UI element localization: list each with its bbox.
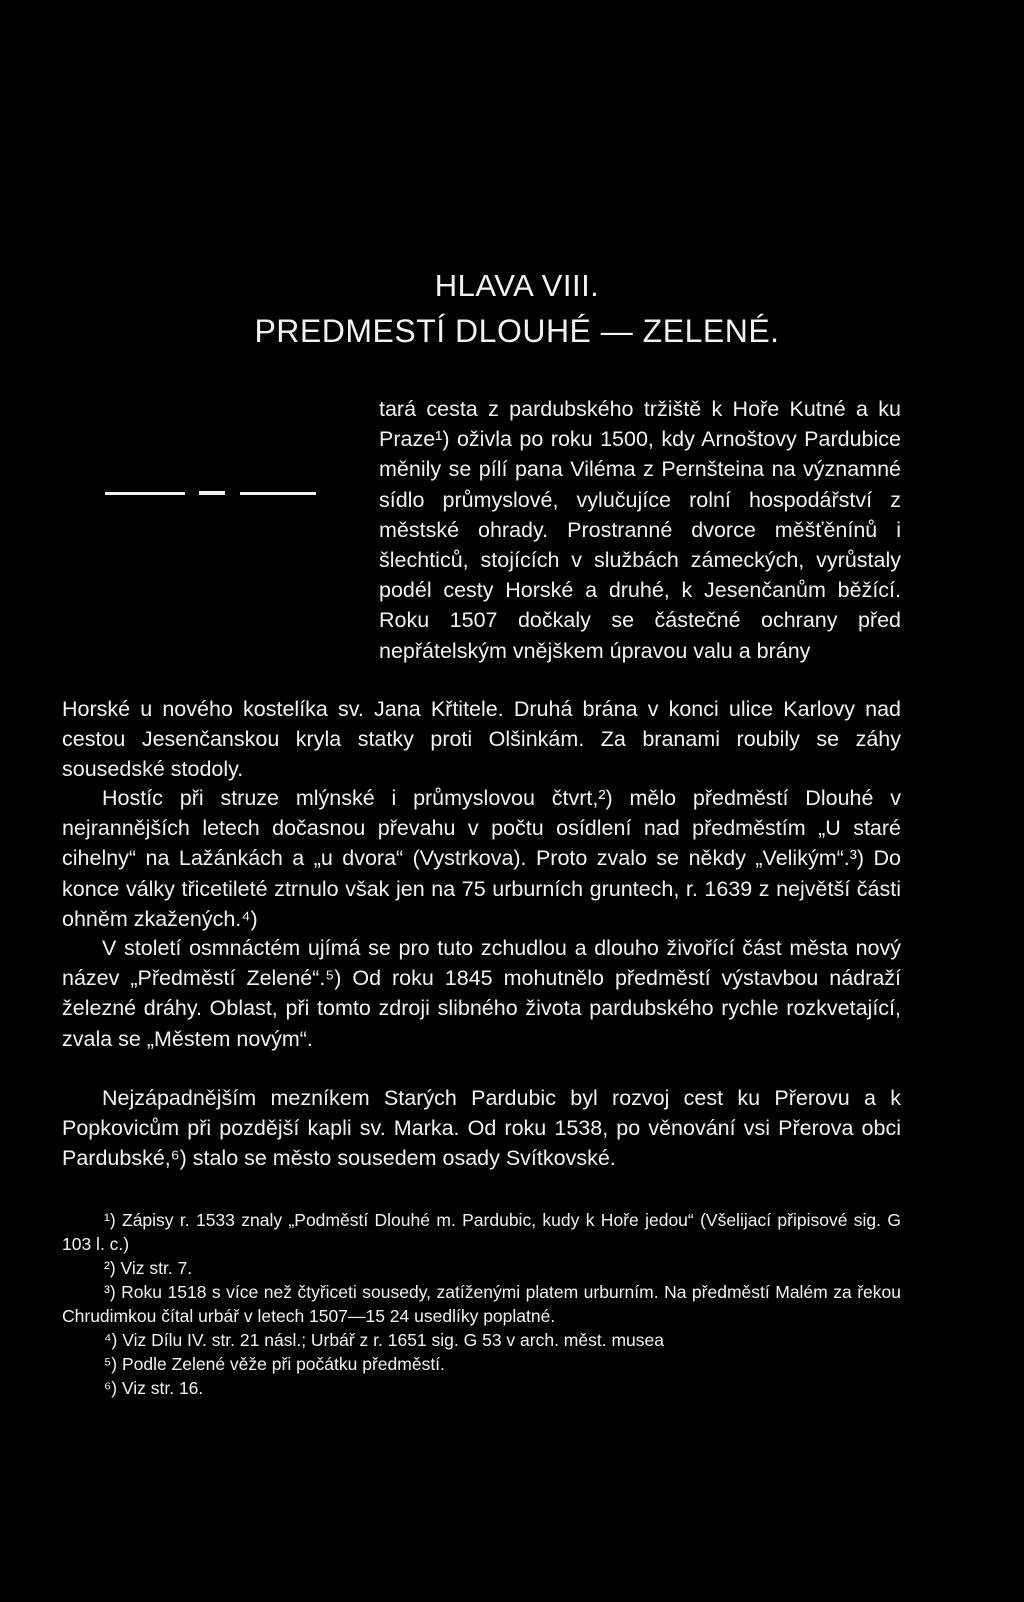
footnotes: [62, 1208, 901, 1400]
footnote-6: ⁶) Viz str. 16.: [104, 1378, 204, 1398]
decorative-rule-left: [105, 492, 185, 495]
paragraph-1-continuation: Horské u nového kostelíka sv. Jana Křtitele. Druhá brána v konci ulice Karlovy nad cestou Jesenčanskou kryla statky proti Olšinkám. Za branami roubily se záhy sousedské stodoly.: [62, 697, 901, 782]
paragraph-4: Nejzápadnějším mezníkem Starých Pardubic byl rozvoj cest ku Přerovu a k Popkovicům při pozdější kapli sv. Marka. Od roku 1538, po věnování vsi Přerova obci Pardubské,⁶) stalo se město sousedem osady Svítkovské.: [62, 1086, 901, 1171]
decorative-rule-right: [240, 492, 316, 495]
chapter-number: HLAVA VIII.: [434, 268, 600, 303]
footnote-1: ¹) Zápisy r. 1533 znaly „Podměstí Dlouhé m. Pardubic, kudy k Hoře jedou“ (Všelijací připisové sig. G 103 l. c.): [62, 1210, 901, 1254]
paragraph-3: V století osmnáctém ujímá se pro tuto zchudlou a dlouho živořící část města nový název „Předměstí Zelené“.⁵) Od roku 1845 mohutnělo předměstí výstavbou nádraží železné dráhy. Oblast, při tomto zdroji slibného života pardubského rychle rozkvetající, zvala se „Městem novým“.: [62, 936, 901, 1051]
chapter-title: PREDMESTÍ DLOUHÉ — ZELENÉ.: [254, 313, 780, 349]
footnote-4: ⁴) Viz Dílu IV. str. 21 násl.; Urbář z r. 1651 sig. G 53 v arch. měst. musea: [104, 1330, 664, 1350]
paragraph-2: Hostíc při struze mlýnské i průmyslovou čtvrt,²) mělo předměstí Dlouhé v nejrannějších letech dočasnou převahu v počtu osídlení nad předměstím „U staré cihelny“ na Lažánkách a „u dvora“ (Vystrkova). Proto zvalo se někdy „Velikým“.³) Do konce války třicetileté ztrnulo však jen na 75 urburních gruntech, r. 1639 z největší části ohněm zkažených.⁴): [62, 786, 901, 931]
footnote-2: ²) Viz str. 7.: [104, 1258, 193, 1278]
paragraph-1-indented: tará cesta z pardubského tržiště k Hoře Kutné a ku Praze¹) oživla po roku 1500, kdy Arnoštovy Pardubice měnily se pílí pana Viléma z Pernšteina na významné sídlo průmyslové, vylučujíce rolní hospodářství z městské ohrady. Prostranné dvorce měšťěnínů i šlechticů, stojících v službách zámeckých, vyrůstaly podél cesty Horské a druhé, k Jesenčanům běžící. Roku 1507 dočkaly se částečné ochrany před nepřátelským vnějškem úpravou valu a brány: [379, 397, 901, 663]
footnote-5: ⁵) Podle Zelené věže při počátku předměstí.: [104, 1354, 445, 1374]
footnote-3: ³) Roku 1518 s více než čtyřiceti sousedy, zatíženými platem urburním. Na předměstí Malém za řekou Chrudimkou čítal urbář v letech 1507—15 24 usedlíky poplatné.: [62, 1282, 901, 1326]
decorative-rule-middle: [199, 491, 225, 495]
